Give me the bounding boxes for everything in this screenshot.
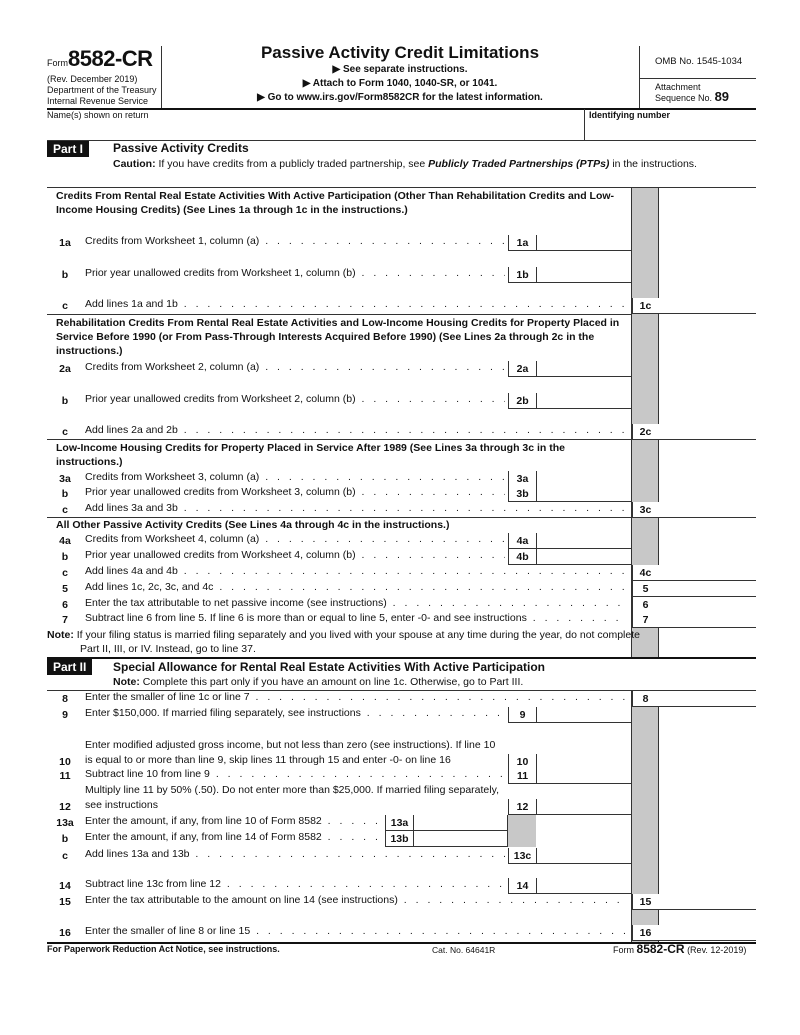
line-description <box>85 423 627 438</box>
line-description <box>85 392 505 407</box>
line-text: Add lines 1a and 1b . . . <box>85 297 627 312</box>
line-text: Add lines 4a and 4b . . . <box>85 564 627 579</box>
line-description <box>85 924 627 939</box>
line-text: Enter the amount, if any, from line 10 of Form 8582 . . . <box>85 814 380 829</box>
line-text: Prior year unallowed credits from Worksheet 1, column (b) . . . <box>85 266 505 281</box>
line-15 <box>47 894 756 910</box>
revision: (Rev. December 2019) <box>47 74 138 84</box>
line-box-label: 1a <box>508 235 536 251</box>
footer-cat-number: Cat. No. 64641R <box>432 945 496 955</box>
line-number: 14 <box>59 880 71 892</box>
line-box-label: 13b <box>385 831 413 847</box>
agency: Internal Revenue Service <box>47 96 149 106</box>
line-number: c <box>62 504 68 516</box>
caution-text: If you have credits from a publicly traded partnership, see <box>155 158 429 170</box>
line-text: Prior year unallowed credits from Worksheet 2, column (b) . . . <box>85 392 505 407</box>
omb-number: OMB No. 1545-1034 <box>655 56 743 67</box>
footer-form-number: 8582-CR <box>636 942 685 956</box>
line-number: 1a <box>59 237 71 249</box>
line-number: b <box>61 269 69 281</box>
form-title: Passive Activity Credit Limitations <box>260 43 540 62</box>
line-box-label: 8 <box>632 691 658 707</box>
line-amount-input[interactable] <box>413 831 508 847</box>
line-description <box>85 266 505 281</box>
line-3c <box>47 502 756 518</box>
line-description <box>85 767 505 782</box>
line-number: 8 <box>62 693 68 705</box>
line-text: Enter modified adjusted gross income, but not less than zero (see instructions). If line 10 is equal to or more than line 9, skip lines 11 through 15 and enter -0- on line 16 <box>85 739 496 766</box>
line-amount-input[interactable] <box>536 533 631 549</box>
line-box-label: 1b <box>508 267 536 283</box>
line-number: 9 <box>62 709 68 721</box>
footer-revision: (Rev. 12-2019) <box>687 945 747 955</box>
line-4a <box>47 533 756 549</box>
note-label: Note: <box>47 629 74 641</box>
line-description <box>85 596 627 611</box>
part-1-label: Part I <box>47 141 89 157</box>
line-amount-input[interactable] <box>658 565 756 581</box>
part-2-note-label: Note: <box>113 676 140 688</box>
line-box-label: 13c <box>508 848 536 864</box>
line-amount-input[interactable] <box>658 424 756 440</box>
line-amount-input[interactable] <box>536 393 631 409</box>
line-description <box>85 893 627 908</box>
line-description <box>85 234 505 249</box>
line-box-label: 2c <box>632 424 658 440</box>
line-14 <box>47 878 756 894</box>
line-amount-input[interactable] <box>658 894 756 910</box>
line-number: b <box>61 833 69 845</box>
line-amount-input[interactable] <box>536 549 631 565</box>
line-box-label: 6 <box>632 597 658 613</box>
line-number: c <box>62 567 68 579</box>
line-1a <box>47 235 756 251</box>
line-description <box>85 564 627 579</box>
line-description <box>85 783 505 813</box>
part-2-note <box>113 675 523 689</box>
line-amount-input[interactable] <box>536 768 631 784</box>
line-4c <box>47 565 756 581</box>
line-number: 3a <box>59 473 71 485</box>
part-1-title: Passive Activity Credits <box>113 141 249 155</box>
attachment-sequence <box>655 82 729 103</box>
line-amount-input[interactable] <box>536 267 631 283</box>
line-2c <box>47 424 756 440</box>
line-description <box>85 297 627 312</box>
title-block <box>162 43 638 105</box>
line-number: 4a <box>59 535 71 547</box>
part-1-caution <box>113 157 728 171</box>
line-box-label: 14 <box>508 878 536 894</box>
line-box-label: 11 <box>508 768 536 784</box>
part-2-note-text: Complete this part only if you have an amount on line 1c. Otherwise, go to Part III. <box>139 676 524 688</box>
line-number: 10 <box>59 756 71 768</box>
line-box-label: 9 <box>508 707 536 723</box>
line-amount-input[interactable] <box>413 815 508 831</box>
section-header-rehabilitation: Rehabilitation Credits From Rental Real Estate Activities and Low-Income Housing Credits for Property Placed in Service Before 1990 (or From Pass-Through Interests Acquired Before 1990) (See Lines 2a through 2c in the instructions.) <box>56 317 620 357</box>
form-id <box>47 46 153 76</box>
line-description <box>85 877 505 892</box>
identifying-number-input[interactable] <box>586 122 754 138</box>
line-number: 5 <box>62 583 68 595</box>
line-description <box>85 611 627 626</box>
line-amount-input[interactable] <box>658 298 756 314</box>
line-text: Credits from Worksheet 3, column (a) . . . <box>85 470 505 485</box>
form-meta <box>47 74 157 107</box>
line-text: Credits from Worksheet 4, column (a) . . . <box>85 532 505 547</box>
line-4b <box>47 549 756 565</box>
line-amount-input[interactable] <box>536 878 631 894</box>
line-number: b <box>61 551 69 563</box>
line-11 <box>47 768 756 784</box>
caution-link-text: Publicly Traded Partnerships (PTPs) <box>428 158 610 170</box>
line-box-label: 12 <box>508 799 536 815</box>
part-2-label: Part II <box>47 659 92 675</box>
line-box-label: 4b <box>508 549 536 565</box>
line-3b <box>47 486 756 502</box>
line-text: Subtract line 6 from line 5. If line 6 is more than or equal to line 5, enter -0- and see instructions . . . <box>85 611 627 626</box>
line-amount-input[interactable] <box>658 612 756 628</box>
line-16 <box>47 925 756 941</box>
note-text: If your filing status is married filing separately and you lived with your spouse at any time during the year, do not complete Part II, III, or IV. Instead, go to line 37. <box>73 629 640 655</box>
line-amount-input[interactable] <box>536 361 631 377</box>
line-text: Subtract line 13c from line 12 . . . <box>85 877 505 892</box>
part-2-title: Special Allowance for Rental Real Estate Activities With Active Participation <box>113 660 546 674</box>
line-number: b <box>61 488 69 500</box>
form-label: Form <box>47 58 68 68</box>
line-text: Add lines 1c, 2c, 3c, and 4c . . . <box>85 580 627 595</box>
line-description <box>85 485 505 500</box>
line-box-label: 15 <box>632 894 658 910</box>
caution-label: Caution: <box>113 158 156 170</box>
form-number: 8582-CR <box>68 46 153 71</box>
line-number: 2a <box>59 363 71 375</box>
line-7 <box>47 612 756 628</box>
sequence-label: Sequence No. <box>655 93 713 103</box>
line-description <box>85 580 627 595</box>
line-amount-input[interactable] <box>658 691 756 707</box>
line-box-label: 5 <box>632 581 658 597</box>
line-number: 6 <box>62 599 68 611</box>
instruction-3: ▶ Go to www.irs.gov/Form8582CR for the latest information. <box>257 92 543 103</box>
line-amount-input[interactable] <box>658 581 756 597</box>
line-text: Credits from Worksheet 1, column (a) . . . <box>85 234 505 249</box>
line-description <box>85 847 505 862</box>
name-input[interactable] <box>48 122 582 138</box>
line-2b <box>47 393 756 409</box>
line-text: Add lines 3a and 3b . . . <box>85 501 627 516</box>
line-9 <box>47 707 756 723</box>
line-number: 12 <box>59 801 71 813</box>
identifying-number-label: Identifying number <box>589 110 670 120</box>
line-text: Enter the smaller of line 1c or line 7 . . . <box>85 690 627 705</box>
line-1b <box>47 267 756 283</box>
name-label: Name(s) shown on return <box>47 110 149 120</box>
line-text: Add lines 13a and 13b . . . <box>85 847 505 862</box>
line-description <box>85 501 627 516</box>
line-box-label: 4a <box>508 533 536 549</box>
line-box-label: 2a <box>508 361 536 377</box>
line-13b <box>47 831 756 847</box>
instruction-2: ▶ Attach to Form 1040, 1040-SR, or 1041. <box>302 78 498 89</box>
line-amount-input[interactable] <box>536 235 631 251</box>
line-description <box>85 738 505 768</box>
line-box-label: 4c <box>632 565 658 581</box>
line-description <box>85 532 505 547</box>
line-text: Multiply line 11 by 50% (.50). Do not enter more than $25,000. If married filing separately, see instructions <box>85 784 499 811</box>
line-13c <box>47 848 756 864</box>
line-amount-input[interactable] <box>536 799 631 815</box>
line-2a <box>47 361 756 377</box>
line-5 <box>47 581 756 597</box>
line-box-label: 13a <box>385 815 413 831</box>
footer-paperwork-notice: For Paperwork Reduction Act Notice, see instructions. <box>47 944 280 954</box>
line-number: 15 <box>59 896 71 908</box>
caution-tail: in the instructions. <box>609 158 697 170</box>
line-box-label: 16 <box>632 925 658 941</box>
line-amount-input[interactable] <box>658 502 756 518</box>
line-box-label: 3a <box>508 471 536 487</box>
line-text: Enter $150,000. If married filing separately, see instructions . . . <box>85 706 505 721</box>
line-text: Credits from Worksheet 2, column (a) . . . <box>85 360 505 375</box>
line-number: 11 <box>59 770 71 782</box>
footer-form-label: Form <box>613 945 634 955</box>
department: Department of the Treasury <box>47 85 157 95</box>
line-number: b <box>61 395 69 407</box>
section-header-other-passive: All Other Passive Activity Credits (See Lines 4a through 4c in the instructions.) <box>56 519 450 531</box>
line-text: Prior year unallowed credits from Worksheet 3, column (b) . . . <box>85 485 505 500</box>
note-married-filing-separately <box>47 628 660 656</box>
line-text: Prior year unallowed credits from Worksheet 4, column (b) . . . <box>85 548 505 563</box>
line-box-label: 7 <box>632 612 658 628</box>
line-amount-input[interactable] <box>536 848 631 864</box>
line-box-label: 10 <box>508 754 536 770</box>
sequence-number: 89 <box>714 89 730 104</box>
line-box-label: 2b <box>508 393 536 409</box>
line-description <box>85 470 505 485</box>
line-12 <box>47 783 756 815</box>
footer-form-id <box>613 942 746 956</box>
attachment-label: Attachment <box>655 82 701 92</box>
line-number: c <box>62 850 68 862</box>
line-description <box>85 814 380 829</box>
line-description <box>85 548 505 563</box>
section-header-low-income-housing: Low-Income Housing Credits for Property Placed in Service After 1989 (See Lines 3a through 3c in the instructions.) <box>56 442 565 468</box>
line-text: Enter the amount, if any, from line 14 of Form 8582 . . . <box>85 830 380 845</box>
line-13a <box>47 815 756 831</box>
line-amount-input[interactable] <box>536 471 631 487</box>
line-number: 7 <box>62 614 68 626</box>
line-box-label: 1c <box>632 298 658 314</box>
line-text: Enter the tax attributable to the amount on line 14 (see instructions) . . . <box>85 893 627 908</box>
line-text: Enter the tax attributable to net passive income (see instructions) . . . <box>85 596 627 611</box>
line-number: 16 <box>59 927 71 939</box>
line-text: Subtract line 10 from line 9 . . . <box>85 767 505 782</box>
line-box-label: 3c <box>632 502 658 518</box>
line-number: c <box>62 300 68 312</box>
line-10 <box>47 723 756 770</box>
line-amount-input[interactable] <box>536 707 631 723</box>
line-8 <box>47 691 756 707</box>
line-1c <box>47 298 756 314</box>
line-number: c <box>62 426 68 438</box>
line-description <box>85 706 505 721</box>
line-amount-input[interactable] <box>658 925 756 941</box>
line-number: 13a <box>56 817 74 829</box>
line-description <box>85 690 627 705</box>
section-header-rental-active: Credits From Rental Real Estate Activities With Active Participation (Other Than Rehabilitation Credits and Low-Income Housing Credits) (See Lines 1a through 1c in the instructions.) <box>56 190 615 216</box>
line-amount-input[interactable] <box>658 597 756 613</box>
line-text: Add lines 2a and 2b . . . <box>85 423 627 438</box>
line-text: Enter the smaller of line 8 or line 15 . . . <box>85 924 627 939</box>
instruction-1: ▶ See separate instructions. <box>332 64 468 75</box>
line-description <box>85 830 380 845</box>
line-box-label: 3b <box>508 486 536 502</box>
line-amount-input[interactable] <box>536 486 631 502</box>
line-description <box>85 360 505 375</box>
